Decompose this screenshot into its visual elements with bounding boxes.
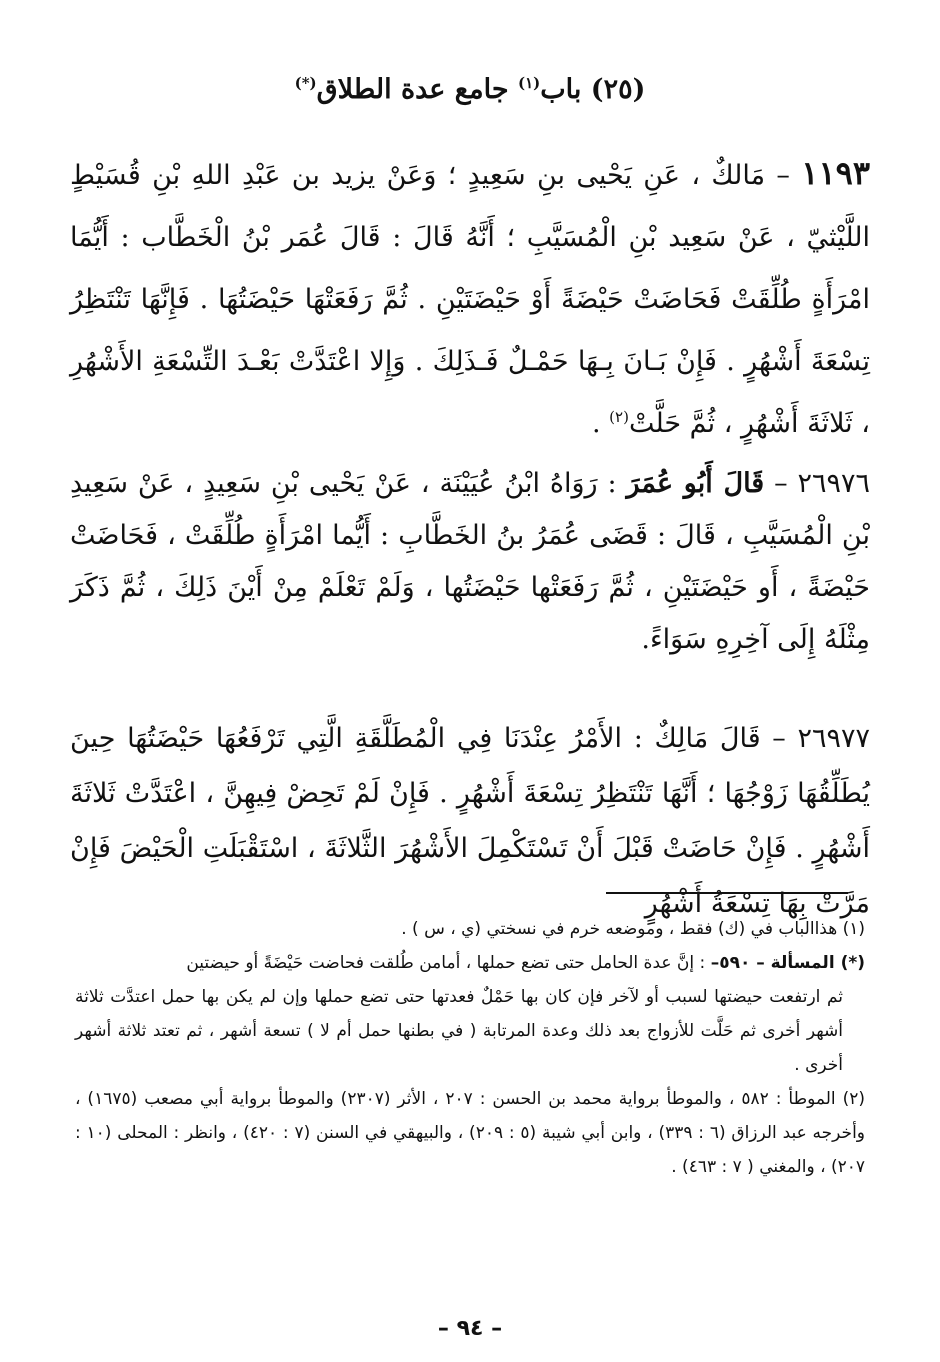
chapter-title-text: جامع عدة الطلاق: [316, 74, 509, 105]
footnote-text: (١) هذاالباب في (ك) فقط ، وموضعه خرم في نسختي (ي ، س ) .: [401, 919, 865, 939]
paragraph-text: – مَالكٌ ، عَنِ يَحْيى بنِ سَعِيدٍ ؛ وَعَنْ يزيد بن عَبْدِ اللهِ بْنِ قُسَيْطٍ اللَّيْثيّ ، عَنْ سَعِيد بْنِ الْمُسَيَّبِ ؛ أَنَّهُ قَالَ : قَالَ عُمَر بْنُ الْخَطَّاب : أَيُّمَا امْرَأَةٍ طُلِّقَتْ فَحَاضَتْ حَيْضَةً أَوْ حَيْضَتَيْنِ . ثُمَّ رَفَعَتْهَا حَيْضَتُهَا . فَإِنَّهَا تَنْتَظِرُ تِسْعَةَ أَشْهُرٍ . فَإِنْ بَـانَ بِـهَا حَمْـلٌ فَـذَلِكَ . وَإِلا اعْتَدَّتْ بَعْـدَ التِّسْعَةِ الأَشْهُرِ ، ثَلاثَةَ أَشْهُرٍ ، ثُمَّ حَلَّتْ: [70, 160, 870, 439]
chapter-title: [0, 70, 940, 110]
paragraph-number: ١١٩٣: [801, 154, 870, 192]
chapter-title-number: (٢٥) باب: [540, 74, 646, 105]
paragraph-text: – قَالَ مَالِكٌ : الأَمْرُ عِنْدَنَا فِي الْمُطَلَّقَةِ الَّتِي تَرْفَعُهَا حَيْضَتُهَا حِينَ يُطَلِّقُهَا زَوْجُهَا ؛ أَنَّهَا تَنْتَظِرُ تِسْعَةَ أَشْهُرٍ . فَإِنْ لَمْ تَحِضْ فِيهِنَّ ، اعْتَدَّتْ ثَلاثَةَ أَشْهُرٍ . فَإِنْ حَاضَتْ قَبْلَ أَنْ تَسْتَكْمِلَ الأَشْهُرَ الثَّلاثَةَ ، اسْتَقْبَلَتِ الْحَيْضَ فَإِنْ مَرَّتْ بِهَا تِسْعَةُ أَشْهُرٍ: [70, 723, 870, 919]
paragraph-text: : رَوَاهُ ابْنُ عُيَيْنَة ، عَنْ يَحْيى بْنِ سَعِيدٍ ، عَنْ سَعِيدِ بْنِ الْمُسَيَّبِ ، قَالَ : قَضَى عُمَرُ بنُ الخَطَّابِ : أَيُّما امْرَأَةٍ طُلِّقَتْ ، فَحَاضَتْ حَيْضَةً ، أَو حَيْضَتَيْنِ ، ثُمَّ رَفَعَتْها حَيْضَتُها ، وَلَمْ تَعْلَمْ مِنْ أَيْنَ ذَلِكَ ، ثُمَّ ذَكَرَ مِثْلَهُ إِلَى آخِرِهِ سَوَاءً.: [70, 468, 870, 655]
footnote-text: (٢) الموطأ : ٥٨٢ ، والموطأ برواية محمد بن الحسن : ٢٠٧ ، الأثر (٢٣٠٧) والموطأ برواية أبي مصعب (١٦٧٥) ، وأخرجه عبد الرزاق (٦ : ٣٣٩) ، وابن أبي شيبة (٥ : ٢٠٩) ، والبيهقي في السنن (٧ : ٤٢٠) ، وانظر : المحلى (١٠ : ٢٠٧) ، والمغني ( ٧ : ٤٦٣) .: [75, 1089, 865, 1177]
footnote-text: : إنَّ عدة الحامل حتى تضع حملها ، أمامن طُلقت فحاضت حَيْضَةً أو حيضتين: [186, 953, 711, 973]
footnote-2: [75, 1082, 865, 1184]
paragraph-26976: ٢٦٩٧٦ – قَالَ أَبُو عُمَرَ : رَوَاهُ ابْنُ عُيَيْنَة ، عَنْ يَحْيى بْنِ سَعِيدٍ ، عَنْ سَعِيدِ بْنِ الْمُسَيَّبِ ، قَالَ : قَضَى عُمَرُ بنُ الخَطَّابِ : أَيُّما امْرَأَةٍ طُلِّقَتْ ، فَحَاضَتْ حَيْضَةً ، أَو حَيْضَتَيْنِ ، ثُمَّ رَفَعَتْها حَيْضَتُها ، وَلَمْ تَعْلَمْ مِنْ أَيْنَ ذَلِكَ ، ثُمَّ ذَكَرَ مِثْلَهُ إِلَى آخِرِهِ سَوَاءً.: [70, 468, 870, 655]
chapter-title-footnote-ref: (١): [517, 74, 541, 92]
footnote-ref: (٢): [609, 408, 629, 426]
footnote-star: [75, 946, 865, 980]
footnotes: [75, 912, 865, 1184]
footnote-heading: (*) المسألة – ٥٩٠–: [710, 953, 865, 973]
paragraph-tail: .: [591, 408, 610, 439]
footnote-1: [75, 912, 865, 946]
paragraph-number: ٢٦٩٧٧: [797, 723, 870, 754]
footnote-body-text: ثم ارتفعت حيضتها لسبب أو لآخر فإن كان بها حَمْلٌ فعدتها حتى تضع حملها وإن لم يكن بها حمل اعتدَّت ثلاثة أشهر أخرى ثم حَلَّت للأزواج بعد ذلك وعدة المرتابة ( في بطنها حمل أم لا ) تسعة أشهر ، ثم تعتد ثلاثة أشهر أخرى .: [75, 987, 843, 1075]
paragraph-26977: [70, 711, 870, 931]
page-number: – ٩٤ –: [437, 1316, 503, 1341]
footnote-star-body: [75, 980, 843, 1082]
chapter-title-star-ref: (*): [294, 74, 317, 92]
paragraph-lead: قَالَ أَبُو عُمَرَ: [626, 468, 765, 499]
footnote-divider: [606, 892, 848, 894]
paragraph-number: ٢٦٩٧٦: [797, 468, 870, 499]
paragraph-1193: [70, 142, 870, 455]
